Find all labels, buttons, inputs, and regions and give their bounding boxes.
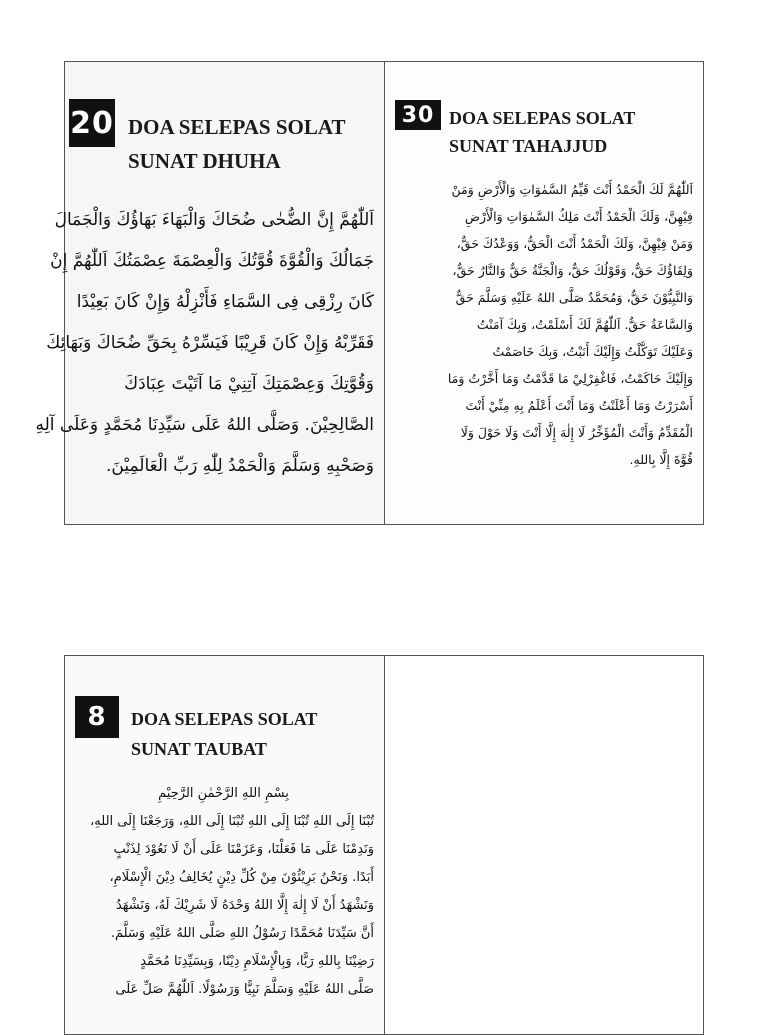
- card-title-line1: DOA SELEPAS SOLAT: [131, 709, 318, 729]
- card-number-badge: 20: [69, 99, 115, 147]
- card-title: [128, 110, 345, 178]
- arabic-line: وَإِلَيْكَ حَاكَمْتُ، فَاغْفِرْلِيْ مَا قَدَّمْتُ وَمَا أَخَّرْتُ وَمَا: [447, 371, 693, 386]
- arabic-line: وَلِقَاؤُكَ حَقٌّ، وَقَوْلُكَ حَقٌّ، وَالْجَنَّةُ حَقٌّ وَالنَّارُ حَقٌّ،: [452, 263, 693, 278]
- arabic-prayer-text: [393, 176, 693, 473]
- card-doa-sunat-tahajjud: [385, 62, 703, 524]
- arabic-line: الْمُقَدِّمُ وَأَنْتَ الْمُؤَخِّرُ لَا إِلٰهَ إِلَّا أَنْتَ وَلَا حَوْلَ وَلَا: [460, 425, 693, 440]
- arabic-line: تُبْنَا إِلَى اللهِ تُبْنَا إِلَى اللهِ تُبْنَا إِلَى اللهِ، وَرَجَعْنَا إِلَى اللهِ،: [90, 814, 374, 829]
- card-title: [449, 104, 635, 160]
- arabic-line: أَنَّ سَيِّدَنَا مُحَمَّدًا رَسُوْلُ اللهِ صَلَّى اللهُ عَلَيْهِ وَسَلَّمَ.: [110, 926, 374, 941]
- arabic-line: اَللّٰهُمَّ إِنَّ الضُّحٰى ضُحَاكَ وَالْبَهَاءَ بَهَاؤُكَ وَالْجَمَالَ: [54, 210, 374, 230]
- bottom-card-sheet: [64, 655, 704, 1035]
- bismillah-line: بِسْمِ اللهِ الرَّحْمٰنِ الرَّحِيْمِ: [158, 786, 289, 801]
- arabic-line: الصَّالِحِيْنَ. وَصَلَّى اللهُ عَلَى سَيِّدِنَا مُحَمَّدٍ وَعَلَى آلِهِ: [35, 415, 374, 435]
- arabic-line: وَالسَّاعَةُ حَقٌّ. اَللّٰهُمَّ لَكَ أَسْلَمْتُ، وَبِكَ آمَنْتُ: [476, 317, 693, 332]
- arabic-line: وَنَشْهَدُ أَنْ لَا إِلٰهَ إِلَّا اللهُ وَحْدَهُ لَا شَرِيْكَ لَهُ، وَنَشْهَدُ: [115, 898, 374, 913]
- arabic-line: فِيْهِنَّ، وَلَكَ الْحَمْدُ أَنْتَ مَلِكُ السَّمٰوَاتِ وَالْأَرْضِ: [464, 209, 693, 224]
- arabic-line: قُوَّةَ إِلَّا بِاللهِ.: [629, 452, 693, 467]
- arabic-line: كَانَ رِزْقِى فِى السَّمَاءِ فَأَنْزِلْهُ وَإِنْ كَانَ بَعِيْدًا: [76, 292, 374, 312]
- card-title-line1: DOA SELEPAS SOLAT: [449, 108, 636, 128]
- card-doa-sunat-dhuha: [35, 62, 384, 524]
- arabic-prayer-text: [35, 200, 374, 487]
- arabic-line: رَضِيْنَا بِاللهِ رَبًّا، وَبِالْإِسْلَامِ دِيْنًا، وَبِسَيِّدِنَا مُحَمَّدٍ: [140, 954, 374, 969]
- arabic-line: وَالنَّبِيُّوْنَ حَقٌّ، وَمُحَمَّدٌ صَلَّى اللهُ عَلَيْهِ وَسَلَّمَ حَقٌّ: [455, 290, 693, 305]
- card-title-line2: SUNAT TAHAJJUD: [449, 136, 608, 156]
- card-doa-sunat-taubat: [65, 656, 384, 1034]
- blank-card: [385, 656, 703, 1034]
- card-title-line1: DOA SELEPAS SOLAT: [128, 115, 346, 139]
- card-number-badge: 30: [395, 100, 441, 130]
- arabic-line: وَمَنْ فِيْهِنَّ، وَلَكَ الْحَمْدُ أَنْتَ الْحَقُّ، وَوَعْدُكَ حَقٌّ،: [456, 236, 693, 251]
- top-card-sheet: [35, 61, 704, 525]
- arabic-line: أَبَدًا. وَنَحْنُ بَرِيْئُوْنَ مِنْ كُلِّ دِيْنٍ يُخَالِفُ دِيْنَ الْإِسْلَامِ،: [109, 870, 374, 885]
- card-title-line2: SUNAT DHUHA: [128, 149, 281, 173]
- arabic-line: وَصَحْبِهِ وَسَلَّمَ وَالْحَمْدُ لِلّٰهِ رَبِّ الْعَالَمِيْنَ.: [105, 456, 374, 476]
- arabic-line: وَنَدِمْنَا عَلَى مَا فَعَلْنَا، وَعَزَمْنَا عَلَى أَنْ لَا نَعُوْدَ لِذَنْبٍ: [113, 842, 374, 857]
- arabic-line: وَقُوَّتِكَ وَعِصْمَتِكَ آتِنِيْ مَا آتَيْتَ عِبَادَكَ: [124, 374, 374, 394]
- arabic-line: اَللّٰهُمَّ لَكَ الْحَمْدُ أَنْتَ قَيِّمُ السَّمٰوَاتِ وَالْأَرْضِ وَمَنْ: [451, 182, 693, 197]
- arabic-line: فَقَرِّبْهُ وَإِنْ كَانَ قَرِيْبًا فَيَسِّرْهُ بِحَقِّ ضُحَاكَ وَبَهَائِكَ: [46, 333, 374, 353]
- arabic-line: أَسْرَرْتُ وَمَا أَعْلَنْتُ وَمَا أَنْتَ أَعْلَمُ بِهِ مِنِّيْ أَنْتَ: [465, 398, 693, 413]
- arabic-prayer-text: [73, 780, 374, 1004]
- arabic-line: جَمَالُكَ وَالْقُوَّةَ قُوَّتُكَ وَالْعِصْمَةَ عِصْمَتُكَ اَللّٰهُمَّ إِنْ: [50, 251, 374, 271]
- card-title: [131, 704, 317, 764]
- arabic-line: صَلَّى اللهُ عَلَيْهِ وَسَلَّمَ نَبِيًّا وَرَسُوْلًا. اَللّٰهُمَّ صَلِّ عَلَى: [115, 982, 374, 997]
- card-number-badge: 8: [75, 696, 119, 738]
- card-title-line2: SUNAT TAUBAT: [131, 739, 267, 759]
- arabic-line: وَعَلَيْكَ تَوَكَّلْتُ وَإِلَيْكَ أَنَبْتُ، وَبِكَ خَاصَمْتُ: [492, 344, 693, 359]
